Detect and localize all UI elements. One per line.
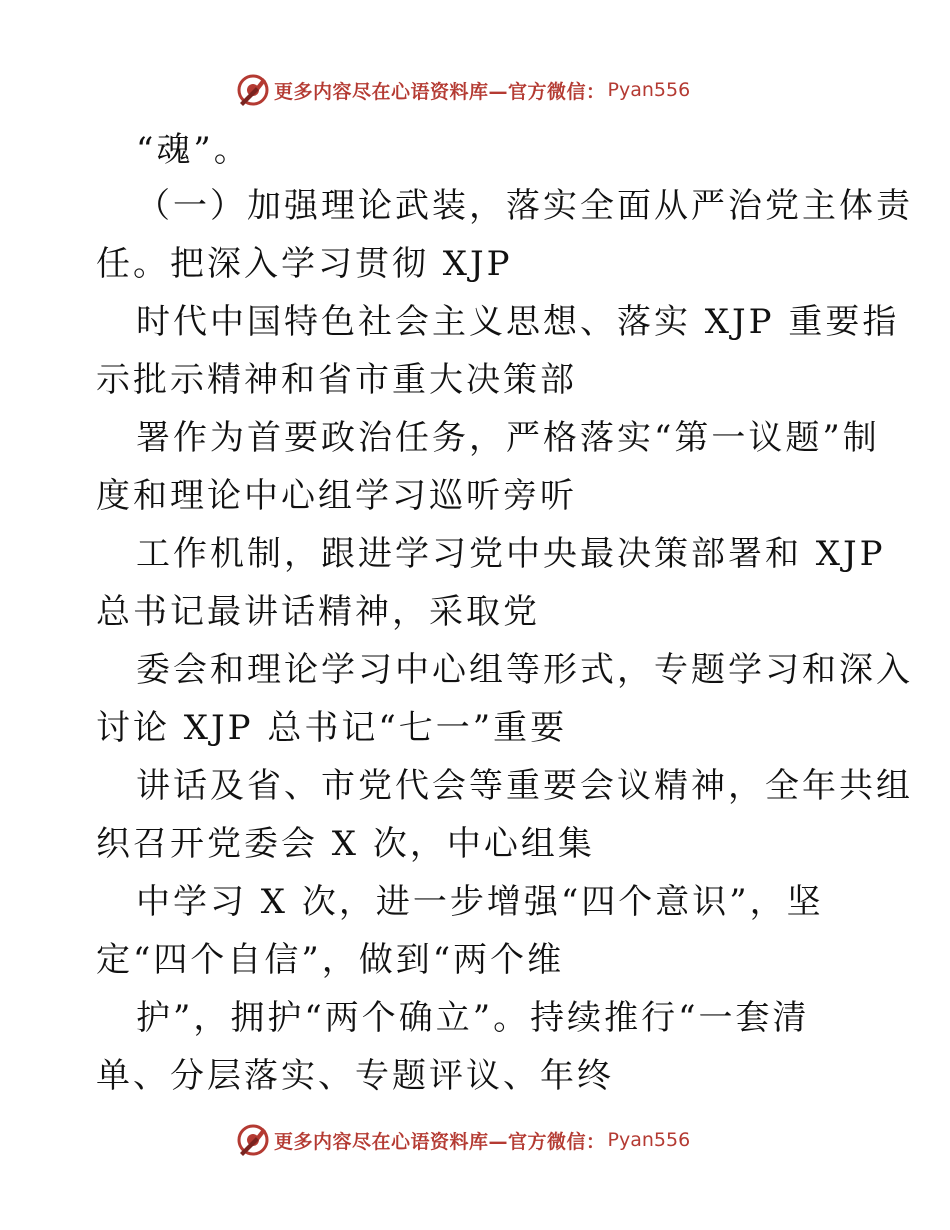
- body-line-15: 定“四个自信”，做到“两个维: [96, 940, 565, 980]
- body-line-1: “魂”。: [136, 130, 251, 170]
- body-line-5: 示批示精神和省市重大决策部: [96, 360, 577, 400]
- body-line-7: 度和理论中心组学习巡听旁听: [96, 476, 577, 516]
- footer-watermark: [236, 1122, 690, 1158]
- body-line-3: 任。把深入学习贯彻 XJP: [96, 244, 513, 284]
- body-line-8: 工作机制，跟进学习党中央最决策部署和 XJP: [136, 534, 886, 574]
- watermark-wechat-id: Pyan556: [607, 79, 691, 101]
- body-line-16: 护”，拥护“两个确立”。持续推行“一套清: [136, 998, 810, 1038]
- body-line-12: 讲话及省、市党代会等重要会议精神，全年共组: [136, 766, 913, 806]
- pen-logo-icon: [236, 1123, 270, 1157]
- watermark-wechat-id: Pyan556: [607, 1129, 691, 1151]
- body-line-6: 署作为首要政治任务，严格落实“第一议题”制: [136, 418, 880, 458]
- body-line-14: 中学习 X 次，进一步增强“四个意识”，坚: [136, 882, 824, 922]
- body-line-11: 讨论 XJP 总书记“七一”重要: [96, 708, 568, 748]
- header-watermark: [236, 72, 690, 108]
- watermark-text: 更多内容尽在心语资料库—官方微信：: [274, 80, 606, 103]
- watermark-text: 更多内容尽在心语资料库—官方微信：: [274, 1130, 606, 1153]
- body-line-17: 单、分层落实、专题评议、年终: [96, 1056, 614, 1096]
- body-line-9: 总书记最讲话精神，采取党: [96, 592, 540, 632]
- body-line-2: （一）加强理论武装，落实全面从严治党主体责: [136, 186, 913, 226]
- body-line-13: 织召开党委会 X 次，中心组集: [96, 824, 595, 864]
- pen-logo-icon: [236, 73, 270, 107]
- body-line-10: 委会和理论学习中心组等形式，专题学习和深入: [136, 650, 913, 690]
- body-line-4: 时代中国特色社会主义思想、落实 XJP 重要指: [136, 302, 900, 342]
